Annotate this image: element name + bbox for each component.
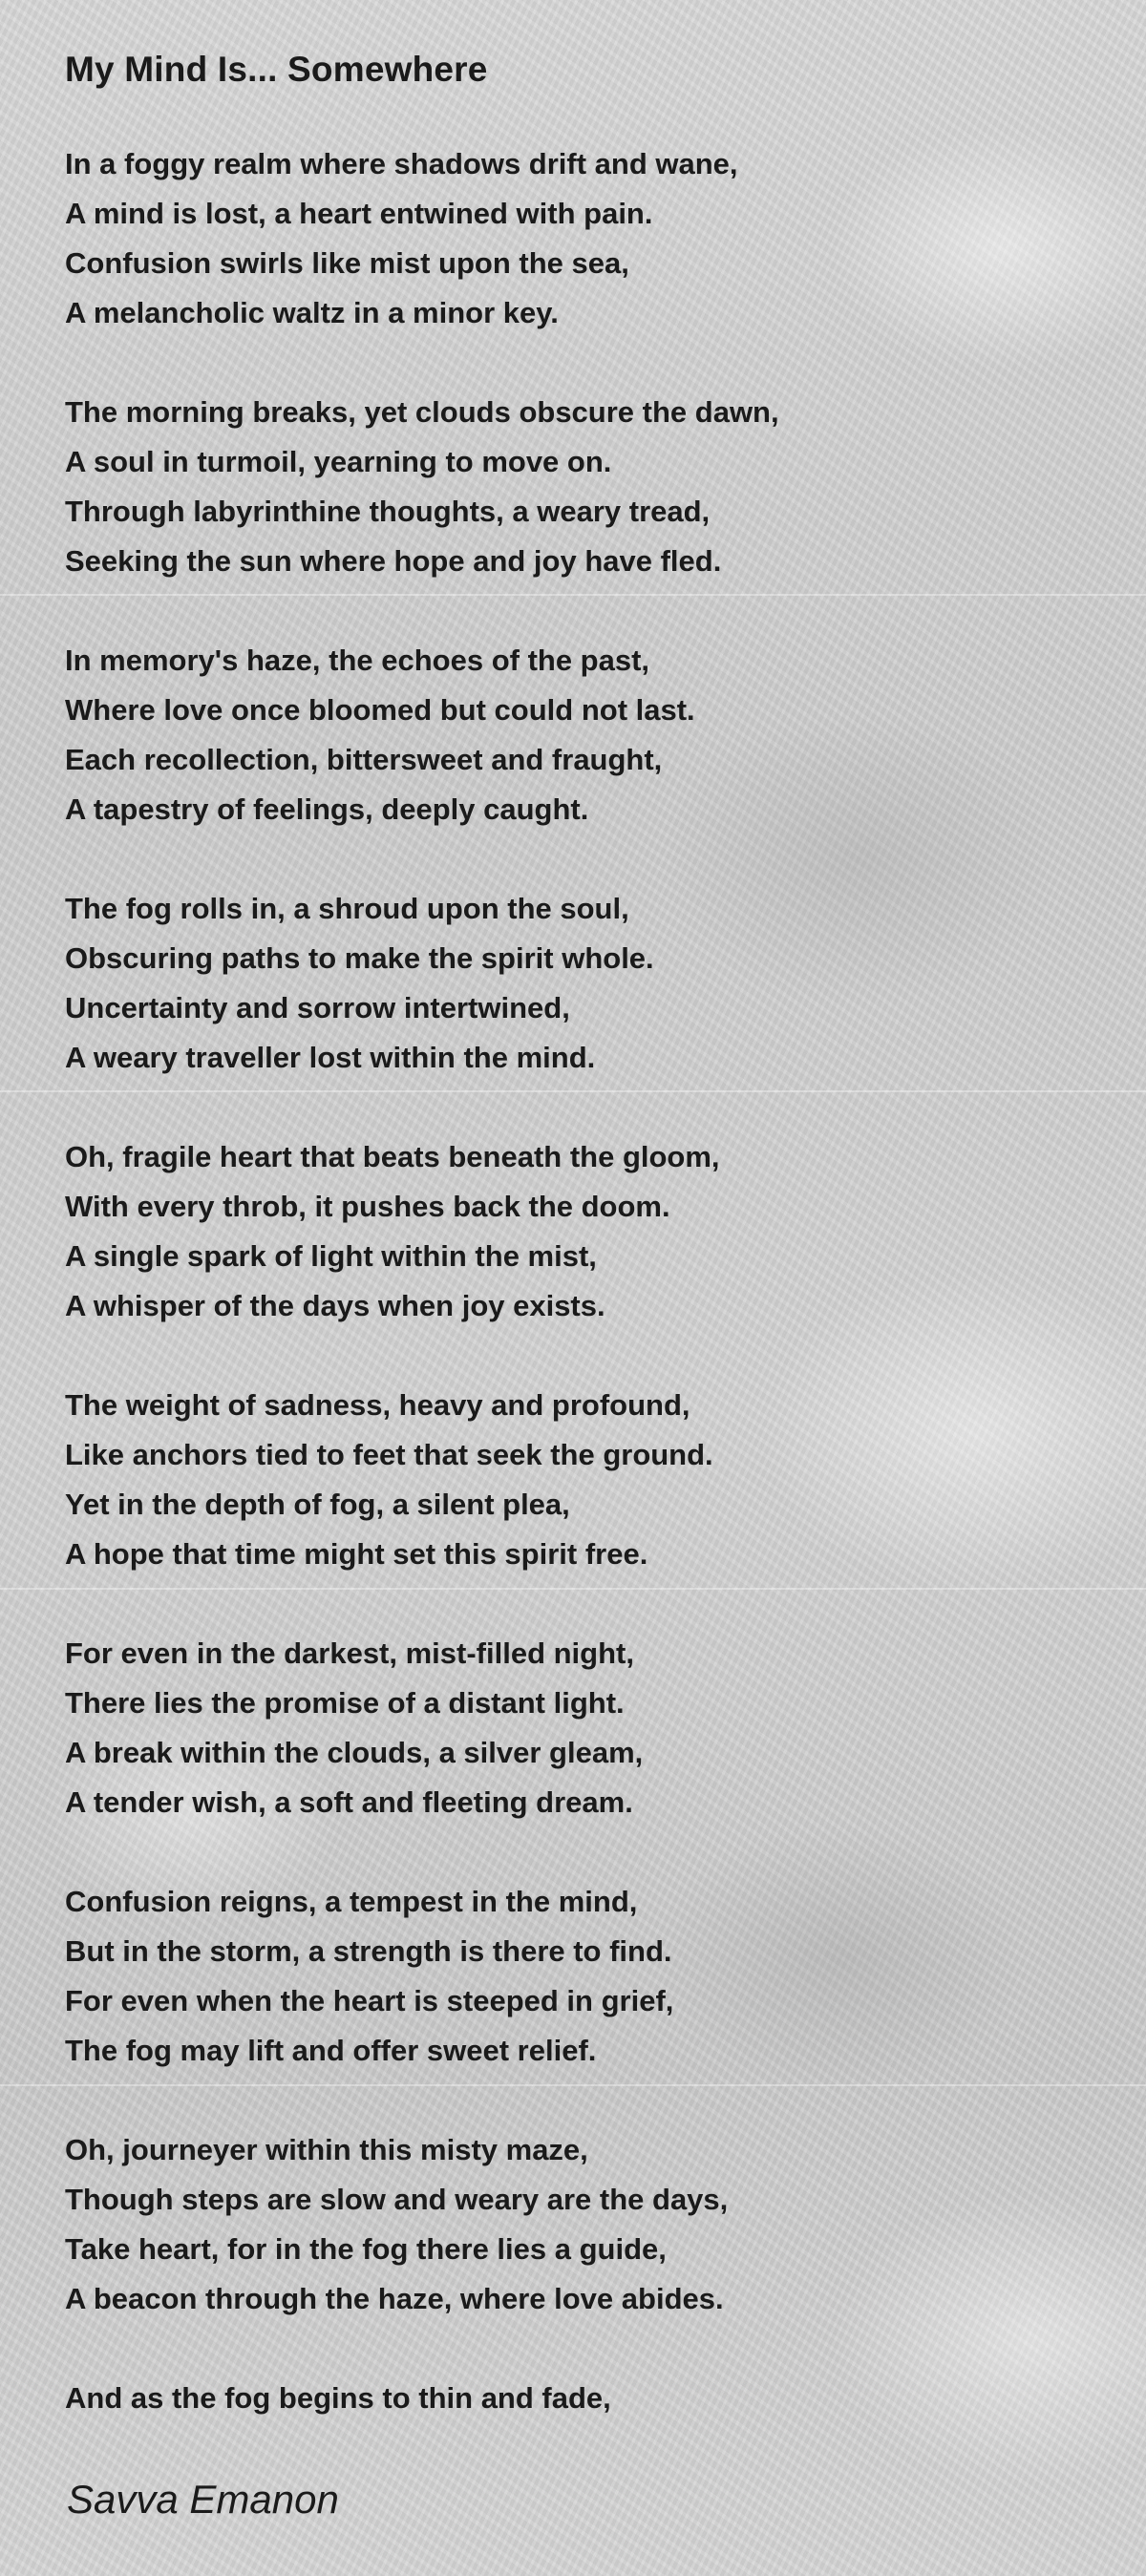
poem-line: Though steps are slow and weary are the days, bbox=[65, 2183, 729, 2216]
poem-line: In memory's haze, the echoes of the past, bbox=[65, 644, 650, 677]
stanza bbox=[65, 139, 1115, 338]
poem-body bbox=[65, 139, 1115, 2473]
poem-line: With every throb, it pushes back the doom. bbox=[65, 1190, 670, 1223]
poem-line: A mind is lost, a heart entwined with pain. bbox=[65, 197, 653, 230]
poem-line: Like anchors tied to feet that seek the ground. bbox=[65, 1438, 713, 1471]
stanza bbox=[65, 636, 1115, 834]
stanza bbox=[65, 1381, 1115, 1579]
stanza bbox=[65, 884, 1115, 1083]
poem-line: Obscuring paths to make the spirit whole. bbox=[65, 941, 654, 975]
poem-line: Oh, fragile heart that beats beneath the gloom, bbox=[65, 1140, 720, 1173]
poem-line: A tapestry of feelings, deeply caught. bbox=[65, 792, 589, 826]
poem-line: Seeking the sun where hope and joy have fled. bbox=[65, 544, 722, 578]
poem-line: Each recollection, bittersweet and fraught, bbox=[65, 743, 663, 776]
poem-line: Confusion swirls like mist upon the sea, bbox=[65, 246, 629, 280]
poem-line: For even when the heart is steeped in grief, bbox=[65, 1984, 674, 2017]
poem-line: For even in the darkest, mist-filled night, bbox=[65, 1636, 634, 1670]
poem-line: A melancholic waltz in a minor key. bbox=[65, 296, 559, 329]
poem-line: A single spark of light within the mist, bbox=[65, 1239, 597, 1273]
stanza bbox=[65, 1132, 1115, 1331]
poem-line: Confusion reigns, a tempest in the mind, bbox=[65, 1885, 638, 1918]
poem-line: But in the storm, a strength is there to find. bbox=[65, 1934, 672, 1968]
poem-line: There lies the promise of a distant light. bbox=[65, 1686, 625, 1720]
poem-line: Where love once bloomed but could not last. bbox=[65, 693, 695, 727]
poem-line: The fog rolls in, a shroud upon the soul, bbox=[65, 892, 629, 925]
poem-line: A break within the clouds, a silver gleam, bbox=[65, 1736, 644, 1769]
stanza bbox=[65, 2374, 1115, 2423]
poem-line: Take heart, for in the fog there lies a guide, bbox=[65, 2232, 667, 2266]
poem-line: A hope that time might set this spirit free. bbox=[65, 1537, 648, 1571]
stanza bbox=[65, 2125, 1115, 2324]
poem-title: My Mind Is... Somewhere bbox=[65, 50, 488, 89]
poem-line: A whisper of the days when joy exists. bbox=[65, 1289, 605, 1322]
poem-line: And as the fog begins to thin and fade, bbox=[65, 2381, 611, 2415]
poem-line: A weary traveller lost within the mind. bbox=[65, 1041, 596, 1074]
poem-line: The weight of sadness, heavy and profound, bbox=[65, 1388, 690, 1422]
poem-line: Uncertainty and sorrow intertwined, bbox=[65, 991, 570, 1024]
poem-line: A tender wish, a soft and fleeting dream. bbox=[65, 1785, 633, 1819]
stanza bbox=[65, 1629, 1115, 1827]
poem-line: Yet in the depth of fog, a silent plea, bbox=[65, 1488, 570, 1521]
poem-line: A beacon through the haze, where love abides. bbox=[65, 2282, 724, 2315]
poem-line: The morning breaks, yet clouds obscure the dawn, bbox=[65, 395, 779, 429]
stanza bbox=[65, 1877, 1115, 2076]
poem-author: Savva Emanon bbox=[67, 2477, 339, 2522]
poem-line: Oh, journeyer within this misty maze, bbox=[65, 2133, 588, 2166]
poem-line: In a foggy realm where shadows drift and wane, bbox=[65, 147, 738, 180]
stanza bbox=[65, 388, 1115, 586]
poem-line: The fog may lift and offer sweet relief. bbox=[65, 2034, 597, 2067]
poem-line: A soul in turmoil, yearning to move on. bbox=[65, 445, 612, 478]
poem-line: Through labyrinthine thoughts, a weary tread, bbox=[65, 495, 711, 528]
